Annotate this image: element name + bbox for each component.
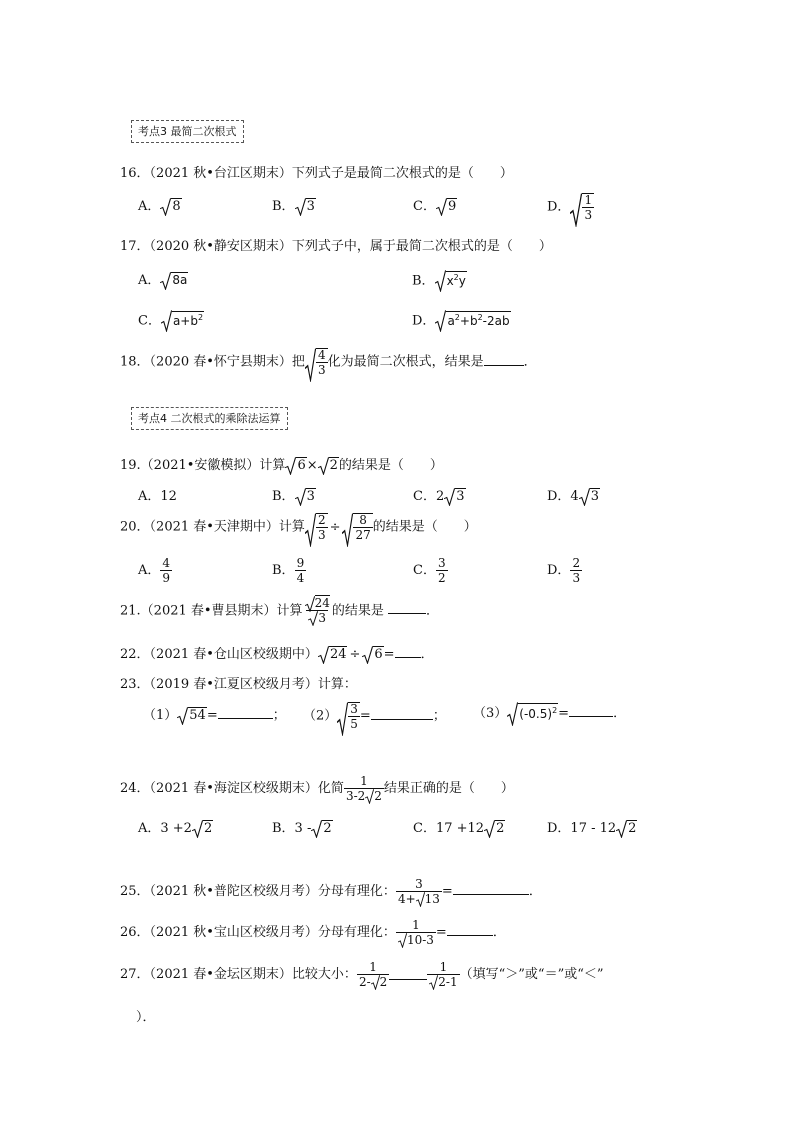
q17-option-b[interactable]: B． $x^2y$ xyxy=(412,274,467,288)
question-25: 25．（2021 秋•普陀区校级月考）分母有理化： 3 4+ 13 = ． xyxy=(120,877,542,906)
question-23-stem: 23．（2019 春•江夏区校级月考）计算： xyxy=(120,677,357,692)
q16-option-a[interactable]: A． 8 xyxy=(138,199,181,214)
question-21: 21.（2021 春•曹县期末）计算 $\frac{24}{3}$ 的结果是 ． xyxy=(120,596,439,625)
answer-blank[interactable] xyxy=(371,709,433,720)
q16-option-b[interactable]: B． 3 xyxy=(272,199,315,214)
answer-blank[interactable] xyxy=(389,969,427,980)
q19-option-b[interactable]: B． 3 xyxy=(272,489,315,504)
answer-blank[interactable] xyxy=(453,884,529,895)
q20-option-a[interactable]: A． $\frac{4}{9}$ xyxy=(138,556,171,585)
q17-option-d[interactable]: D． $a^2+b^2-2ab$ xyxy=(412,314,511,328)
q19-option-d[interactable]: D．4 3 xyxy=(547,489,599,504)
q19-option-a[interactable]: A．12 xyxy=(138,489,177,504)
q19-option-c[interactable]: C．2 3 xyxy=(413,489,465,504)
q23-part-2: （2） $\frac{3}{5}$ = ； xyxy=(303,702,446,730)
answer-blank[interactable] xyxy=(447,925,493,936)
section-header-4: 考点4 二次根式的乘除法运算 xyxy=(131,407,288,430)
question-27-cont: ）． xyxy=(136,1010,156,1025)
q23-part-1: （1） 54= ； xyxy=(143,708,286,723)
question-19: 19.（2021•安徽模拟）计算 6× 2的结果是（ ） xyxy=(120,458,443,473)
q24-option-a[interactable]: A．3 +2 2 xyxy=(138,821,213,836)
question-27: 27．（2021 春•金坛区期末）比较大小： 1 2- 2 $\frac{1}{2-1}$ （填写“＞”或“＝”或“＜” xyxy=(120,960,604,989)
question-26: 26．（2021 秋•宝山区校级月考）分母有理化： $\frac{1}{10-3}$ = ． xyxy=(120,918,506,947)
question-22: 22．（2021 春•仓山区校级期中） 24 ÷ 6= ． xyxy=(120,647,434,662)
question-16-stem: 16．（2021 秋•台江区期末）下列式子是最简二次根式的是（ ） xyxy=(120,166,513,181)
q20-option-b[interactable]: B． $\frac{9}{4}$ xyxy=(272,556,305,585)
answer-blank[interactable] xyxy=(218,708,273,719)
question-17-stem: 17．（2020 秋•静安区期末）下列式子中，属于最简二次根式的是（ ） xyxy=(120,239,552,254)
q24-option-c[interactable]: C．17 +12 2 xyxy=(413,821,505,836)
q24-option-d[interactable]: D．17 - 12 2 xyxy=(547,821,637,836)
q16-option-c[interactable]: C． 9 xyxy=(413,199,457,214)
q17-option-c[interactable]: C． $a+b^2$ xyxy=(138,314,204,328)
answer-blank[interactable] xyxy=(484,355,524,366)
answer-blank[interactable] xyxy=(395,647,421,658)
q17-option-a[interactable]: A． 8a xyxy=(138,273,188,288)
q24-option-b[interactable]: B．3 - 2 xyxy=(272,821,332,836)
question-18: 18．（2020 春•怀宁县期末）把 $\frac{4}{3}$ 化为最简二次根式，结果是 ． xyxy=(120,348,537,376)
question-24: 24．（2021 春•海淀区校级期末）化简 1 3-2 2 结果正确的是（ ） xyxy=(120,774,514,803)
q20-option-c[interactable]: C． $\frac{3}{2}$ xyxy=(413,556,446,585)
q20-option-d[interactable]: D． $\frac{2}{3}$ xyxy=(547,556,581,585)
q16-option-d[interactable]: D． $\frac{1}{3}$ xyxy=(547,193,594,221)
q23-part-3: （3） $(-0.5)^2=$ ． xyxy=(473,706,626,721)
question-20: 20．（2021 春•天津期中）计算 $\frac{2}{3}$ ÷ $\frac{8}{27}$ 的结果是（ ） xyxy=(120,513,477,541)
section-header-3: 考点3 最简二次根式 xyxy=(131,120,244,143)
answer-blank[interactable] xyxy=(569,706,613,717)
answer-blank[interactable] xyxy=(388,603,426,614)
